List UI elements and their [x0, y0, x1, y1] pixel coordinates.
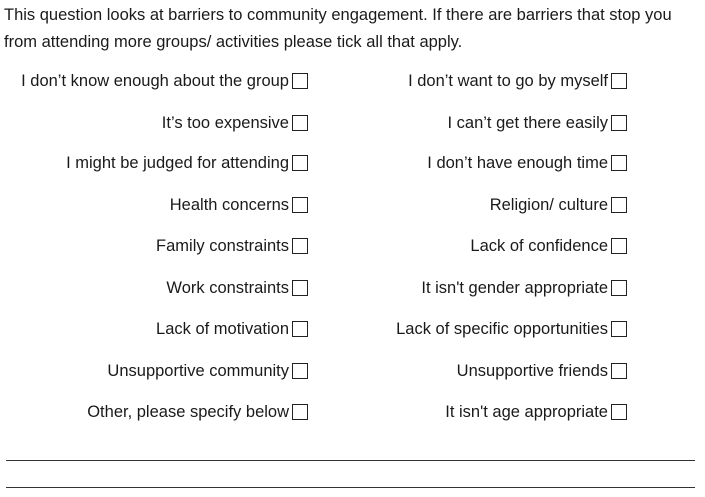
- option-label: Unsupportive community: [107, 361, 289, 380]
- checkbox[interactable]: [292, 280, 308, 296]
- option-go-by-myself[interactable]: [408, 70, 627, 92]
- checkbox[interactable]: [611, 321, 627, 337]
- option-label: Lack of motivation: [156, 319, 289, 338]
- checkbox[interactable]: [611, 73, 627, 89]
- option-not-enough-time[interactable]: [427, 152, 627, 174]
- checkbox[interactable]: [611, 115, 627, 131]
- option-label: I don’t want to go by myself: [408, 71, 608, 90]
- option-work-constraints[interactable]: [166, 277, 308, 299]
- intro-line-1: This question looks at barriers to community engagement. If there are barriers that stop you: [4, 6, 672, 24]
- option-label: Other, please specify below: [87, 402, 289, 421]
- option-too-expensive[interactable]: [162, 112, 308, 134]
- checkbox[interactable]: [292, 155, 308, 171]
- checkbox[interactable]: [611, 280, 627, 296]
- option-unsupportive-friends[interactable]: [457, 360, 627, 382]
- option-dont-know-group[interactable]: [21, 70, 308, 92]
- option-unsupportive-community[interactable]: [107, 360, 308, 382]
- checkbox[interactable]: [292, 73, 308, 89]
- option-label: Health concerns: [169, 195, 289, 214]
- option-lack-motivation[interactable]: [156, 318, 308, 340]
- checkbox[interactable]: [611, 363, 627, 379]
- option-religion-culture[interactable]: [490, 194, 627, 216]
- checkbox[interactable]: [611, 238, 627, 254]
- option-label: I don’t know enough about the group: [21, 71, 289, 90]
- option-judged[interactable]: [66, 152, 308, 174]
- intro-line-2: from attending more groups/ activities please tick all that apply.: [4, 33, 463, 51]
- checkbox[interactable]: [292, 238, 308, 254]
- specify-line-1[interactable]: [6, 460, 695, 461]
- checkbox[interactable]: [611, 404, 627, 420]
- checkbox[interactable]: [292, 197, 308, 213]
- option-label: It’s too expensive: [161, 113, 289, 132]
- checkbox[interactable]: [611, 155, 627, 171]
- option-lack-confidence[interactable]: [470, 235, 627, 257]
- option-label: Lack of confidence: [470, 236, 608, 255]
- checkbox[interactable]: [292, 115, 308, 131]
- option-cant-get-there[interactable]: [447, 112, 627, 134]
- option-label: Family constraints: [156, 236, 289, 255]
- checkbox[interactable]: [292, 363, 308, 379]
- option-family-constraints[interactable]: [156, 235, 308, 257]
- option-label: It isn't age appropriate: [445, 402, 608, 421]
- option-label: I might be judged for attending: [66, 153, 289, 172]
- option-gender-appropriate[interactable]: [421, 277, 627, 299]
- specify-line-2[interactable]: [6, 487, 695, 488]
- option-health-concerns[interactable]: [170, 194, 308, 216]
- option-label: I can’t get there easily: [447, 113, 608, 132]
- option-age-appropriate[interactable]: [445, 401, 627, 423]
- option-label: I don’t have enough time: [427, 153, 608, 172]
- option-label: It isn't gender appropriate: [421, 278, 608, 297]
- option-label: Work constraints: [166, 278, 289, 297]
- option-specific-opportunities[interactable]: [396, 318, 627, 340]
- option-label: Religion/ culture: [489, 195, 608, 214]
- option-other-specify[interactable]: [87, 401, 308, 423]
- checkbox[interactable]: [611, 197, 627, 213]
- checkbox[interactable]: [292, 404, 308, 420]
- option-label: Unsupportive friends: [456, 361, 608, 380]
- checkbox[interactable]: [292, 321, 308, 337]
- option-label: Lack of specific opportunities: [396, 319, 608, 338]
